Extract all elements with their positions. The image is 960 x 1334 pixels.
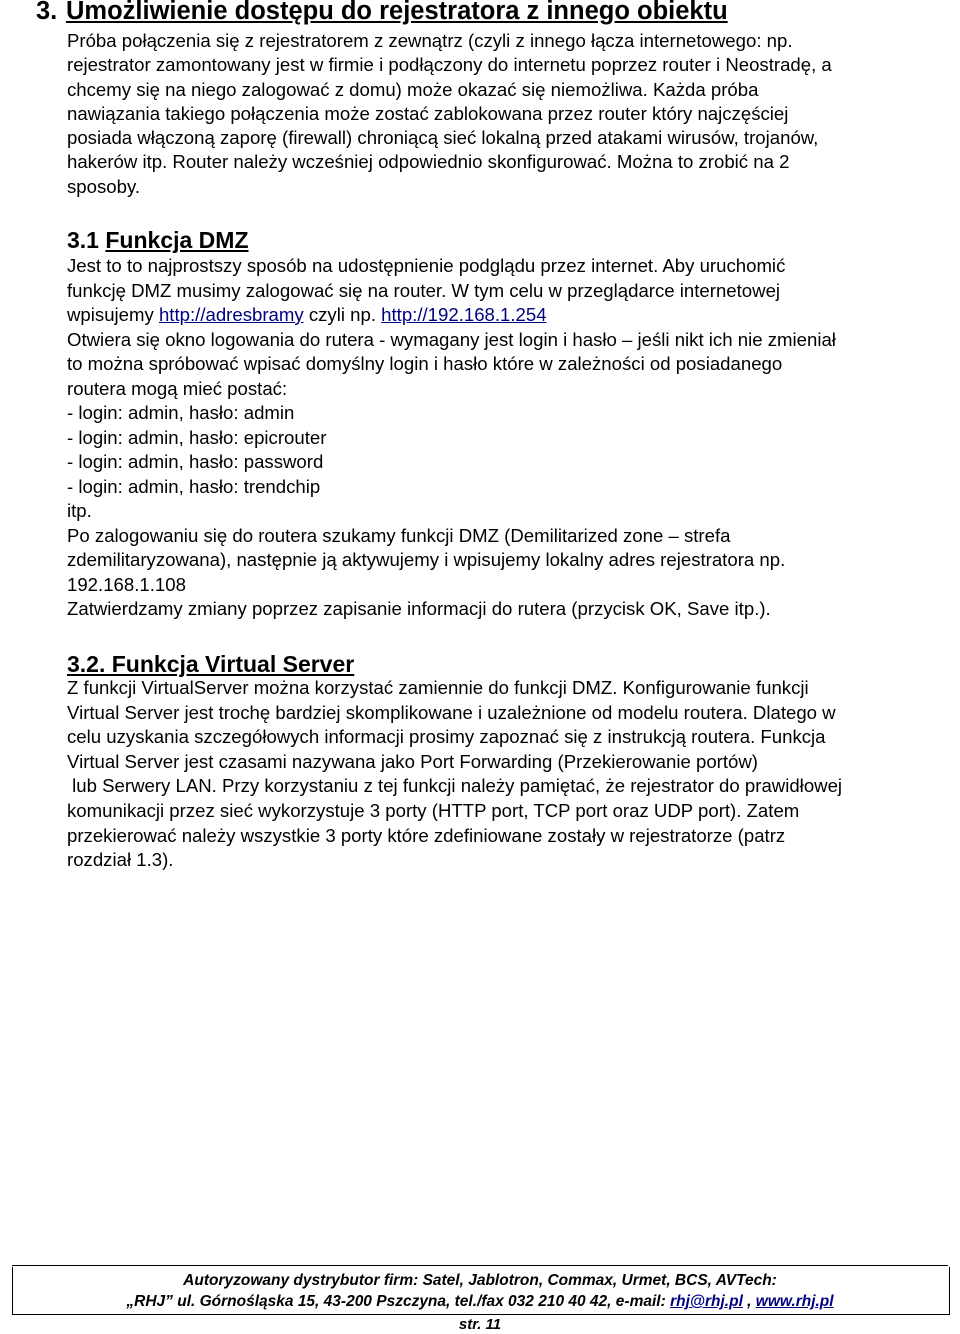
paragraph-line: lub Serwery LAN. Przy korzystaniu z tej funkcji należy pamiętać, że rejestrator do prawidłowej [67, 775, 843, 797]
adresbramy-link[interactable]: http://adresbramy [158, 304, 304, 325]
paragraph-line: itp. [67, 500, 92, 521]
paragraph-line: Z funkcji VirtualServer można korzystać zamiennie do funkcji DMZ. Konfigurowanie funkcji [67, 677, 809, 698]
login-item: - login: admin, hasło: trendchip [67, 475, 321, 497]
dmz-heading-text: Funkcja DMZ [105, 227, 249, 253]
footer-separator: , [742, 1293, 756, 1310]
paragraph-line: chcemy się na niego zalogować z domu) może okazać się niemożliwa. Każda próba [67, 78, 759, 100]
paragraph-line: Otwiera się okno logowania do rutera - wymagany jest login i hasło – jeśli nikt ich nie zmieniał [67, 328, 836, 350]
dmz-paragraph [67, 254, 836, 622]
intro-paragraph [67, 29, 832, 199]
footer-distributor-line: Autoryzowany dystrybutor firm: Satel, Jablotron, Commax, Urmet, BCS, AVTech: [183, 1272, 777, 1289]
virtual-server-heading-text: 3.2. Funkcja Virtual Server [67, 651, 355, 677]
section-title: Umożliwienie dostępu do rejestratora z innego obiektu [66, 0, 728, 25]
footer-contact-line [0, 1293, 960, 1311]
paragraph-line: rejestrator zamontowany jest w firmie i podłączony do internetu poprzez router i Neostradę, a [67, 54, 832, 76]
paragraph-line: Po zalogowaniu się do routera szukamy funkcji DMZ (Demilitarized zone – strefa [67, 524, 731, 546]
paragraph-line: hakerów itp. Router należy wcześniej odpowiednio skonfigurować. Można to zrobić na 2 [67, 151, 790, 173]
paragraph-line: przekierować należy wszystkie 3 porty które zdefiniowane zostały w rejestratorze (patrz [67, 824, 786, 846]
paragraph-line: nawiązania takiego połączenia może zostać zablokowana przez router który najczęściej [67, 102, 789, 124]
paragraph-line: rozdział 1.3). [67, 849, 174, 871]
paragraph-line-with-links [67, 303, 836, 328]
text-fragment: czyli np. [303, 304, 382, 325]
paragraph-line: sposoby. [67, 175, 141, 197]
paragraph-line: Próba połączenia się z rejestratorem z zewnątrz (czyli z innego łącza internetowego: np. [67, 30, 793, 51]
paragraph-line: routera mogą mieć postać: [67, 377, 288, 399]
footer-website-link[interactable]: www.rhj.pl [755, 1293, 834, 1310]
paragraph-line: posiada włączoną zaporę (firewall) chroniącą sieć lokalną przed atakami wirusów, trojanów, [67, 127, 819, 149]
paragraph-line: 192.168.1.108 [67, 573, 186, 595]
footer-divider [12, 1265, 948, 1266]
text-fragment: wpisujemy [67, 304, 159, 325]
login-item: - login: admin, hasło: admin [67, 402, 295, 423]
page-number: str. 11 [458, 1316, 502, 1333]
footer-email-link[interactable]: rhj@rhj.pl [670, 1293, 743, 1310]
paragraph-line: celu uzyskania szczegółowych informacji prosimy zapoznać się z instrukcją routera. Funkcja [67, 726, 826, 748]
login-item: - login: admin, hasło: epicrouter [67, 426, 327, 448]
paragraph-line: funkcję DMZ musimy zalogować się na router. W tym celu w przeglądarce internetowej [67, 279, 781, 301]
section-number: 3. [36, 0, 58, 25]
section-heading [36, 0, 728, 26]
virtual-server-paragraph [67, 676, 842, 873]
paragraph-line: Jest to to najprostszy sposób na udostępnienie podglądu przez internet. Aby uruchomić [67, 255, 786, 276]
router-ip-link[interactable]: http://192.168.1.254 [381, 304, 547, 325]
dmz-heading [67, 226, 249, 254]
footer-address: „RHJ” ul. Górnośląska 15, 43-200 Pszczyna, tel./fax 032 210 40 42, e-mail: [126, 1293, 671, 1310]
paragraph-line: Virtual Server jest trochę bardziej skomplikowane i uzależnione od modelu routera. Dlatego w [67, 701, 836, 723]
paragraph-line: komunikacji przez sieć wykorzystuje 3 porty (HTTP port, TCP port oraz UDP port). Zatem [67, 799, 800, 821]
paragraph-line: Virtual Server jest czasami nazywana jako Port Forwarding (Przekierowanie portów) [67, 750, 759, 772]
paragraph-line: to można spróbować wpisać domyślny login i hasło które w zależności od posiadanego [67, 353, 783, 374]
dmz-heading-number: 3.1 [67, 227, 99, 253]
paragraph-line: Zatwierdzamy zmiany poprzez zapisanie informacji do rutera (przycisk OK, Save itp.). [67, 598, 771, 619]
paragraph-line: zdemilitaryzowana), następnie ją aktywujemy i wpisujemy lokalny adres rejestratora np. [67, 549, 786, 570]
virtual-server-heading [67, 650, 354, 678]
login-item: - login: admin, hasło: password [67, 451, 324, 472]
